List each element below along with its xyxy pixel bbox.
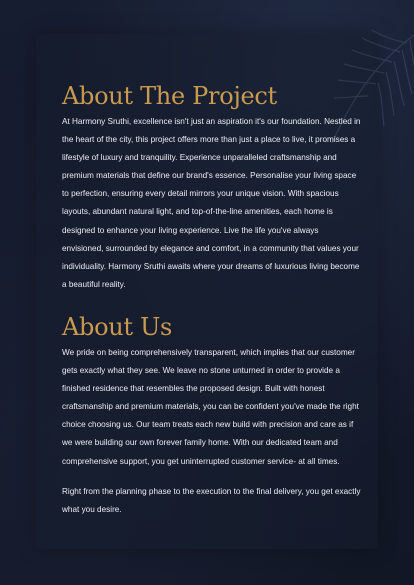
about-project-paragraph: At Harmony Sruthi, excellence isn't just an aspiration it's our foundation. Nestled in the heart of the city, this project offers more than just a place to live, it promises a lifestyle of luxury and tranquility. Experience unparalleled craftsmanship and premium materials that define our brand's essence. Personalise your living space to perfection, ensuring every detail mirrors your unique vision. With spacious layouts, abundant natural light, and top-of-the-line amenities, each home is designed to enhance your living experience. Live the life you've always envisioned, surrounded by elegance and comfort, in a community that values your individuality. Harmony Sruthi awaits where your dreams of luxurious living become a beautiful reality. [62, 117, 361, 289]
about-project-heading: About The Project [62, 82, 277, 110]
paragraph-spacer [62, 471, 362, 483]
about-us-closing-paragraph: Right from the planning phase to the execution to the final delivery, you get exactly what you desire. [62, 486, 361, 514]
about-us-paragraph: We pride on being comprehensively transparent, which implies that our customer gets exactly what they see. We leave no stone unturned in order to provide a finished residence that resembles the proposed design. Built with honest craftsmanship and premium materials, you can be confident you've made the right choice choosing us. Our team treats each new build with precision and care as if we were building our own forever family home. With our dedicated team and comprehensive support, you get uninterrupted customer service- at all times. [62, 347, 359, 466]
about-us-heading: About Us [62, 312, 173, 341]
main-content [62, 82, 362, 519]
